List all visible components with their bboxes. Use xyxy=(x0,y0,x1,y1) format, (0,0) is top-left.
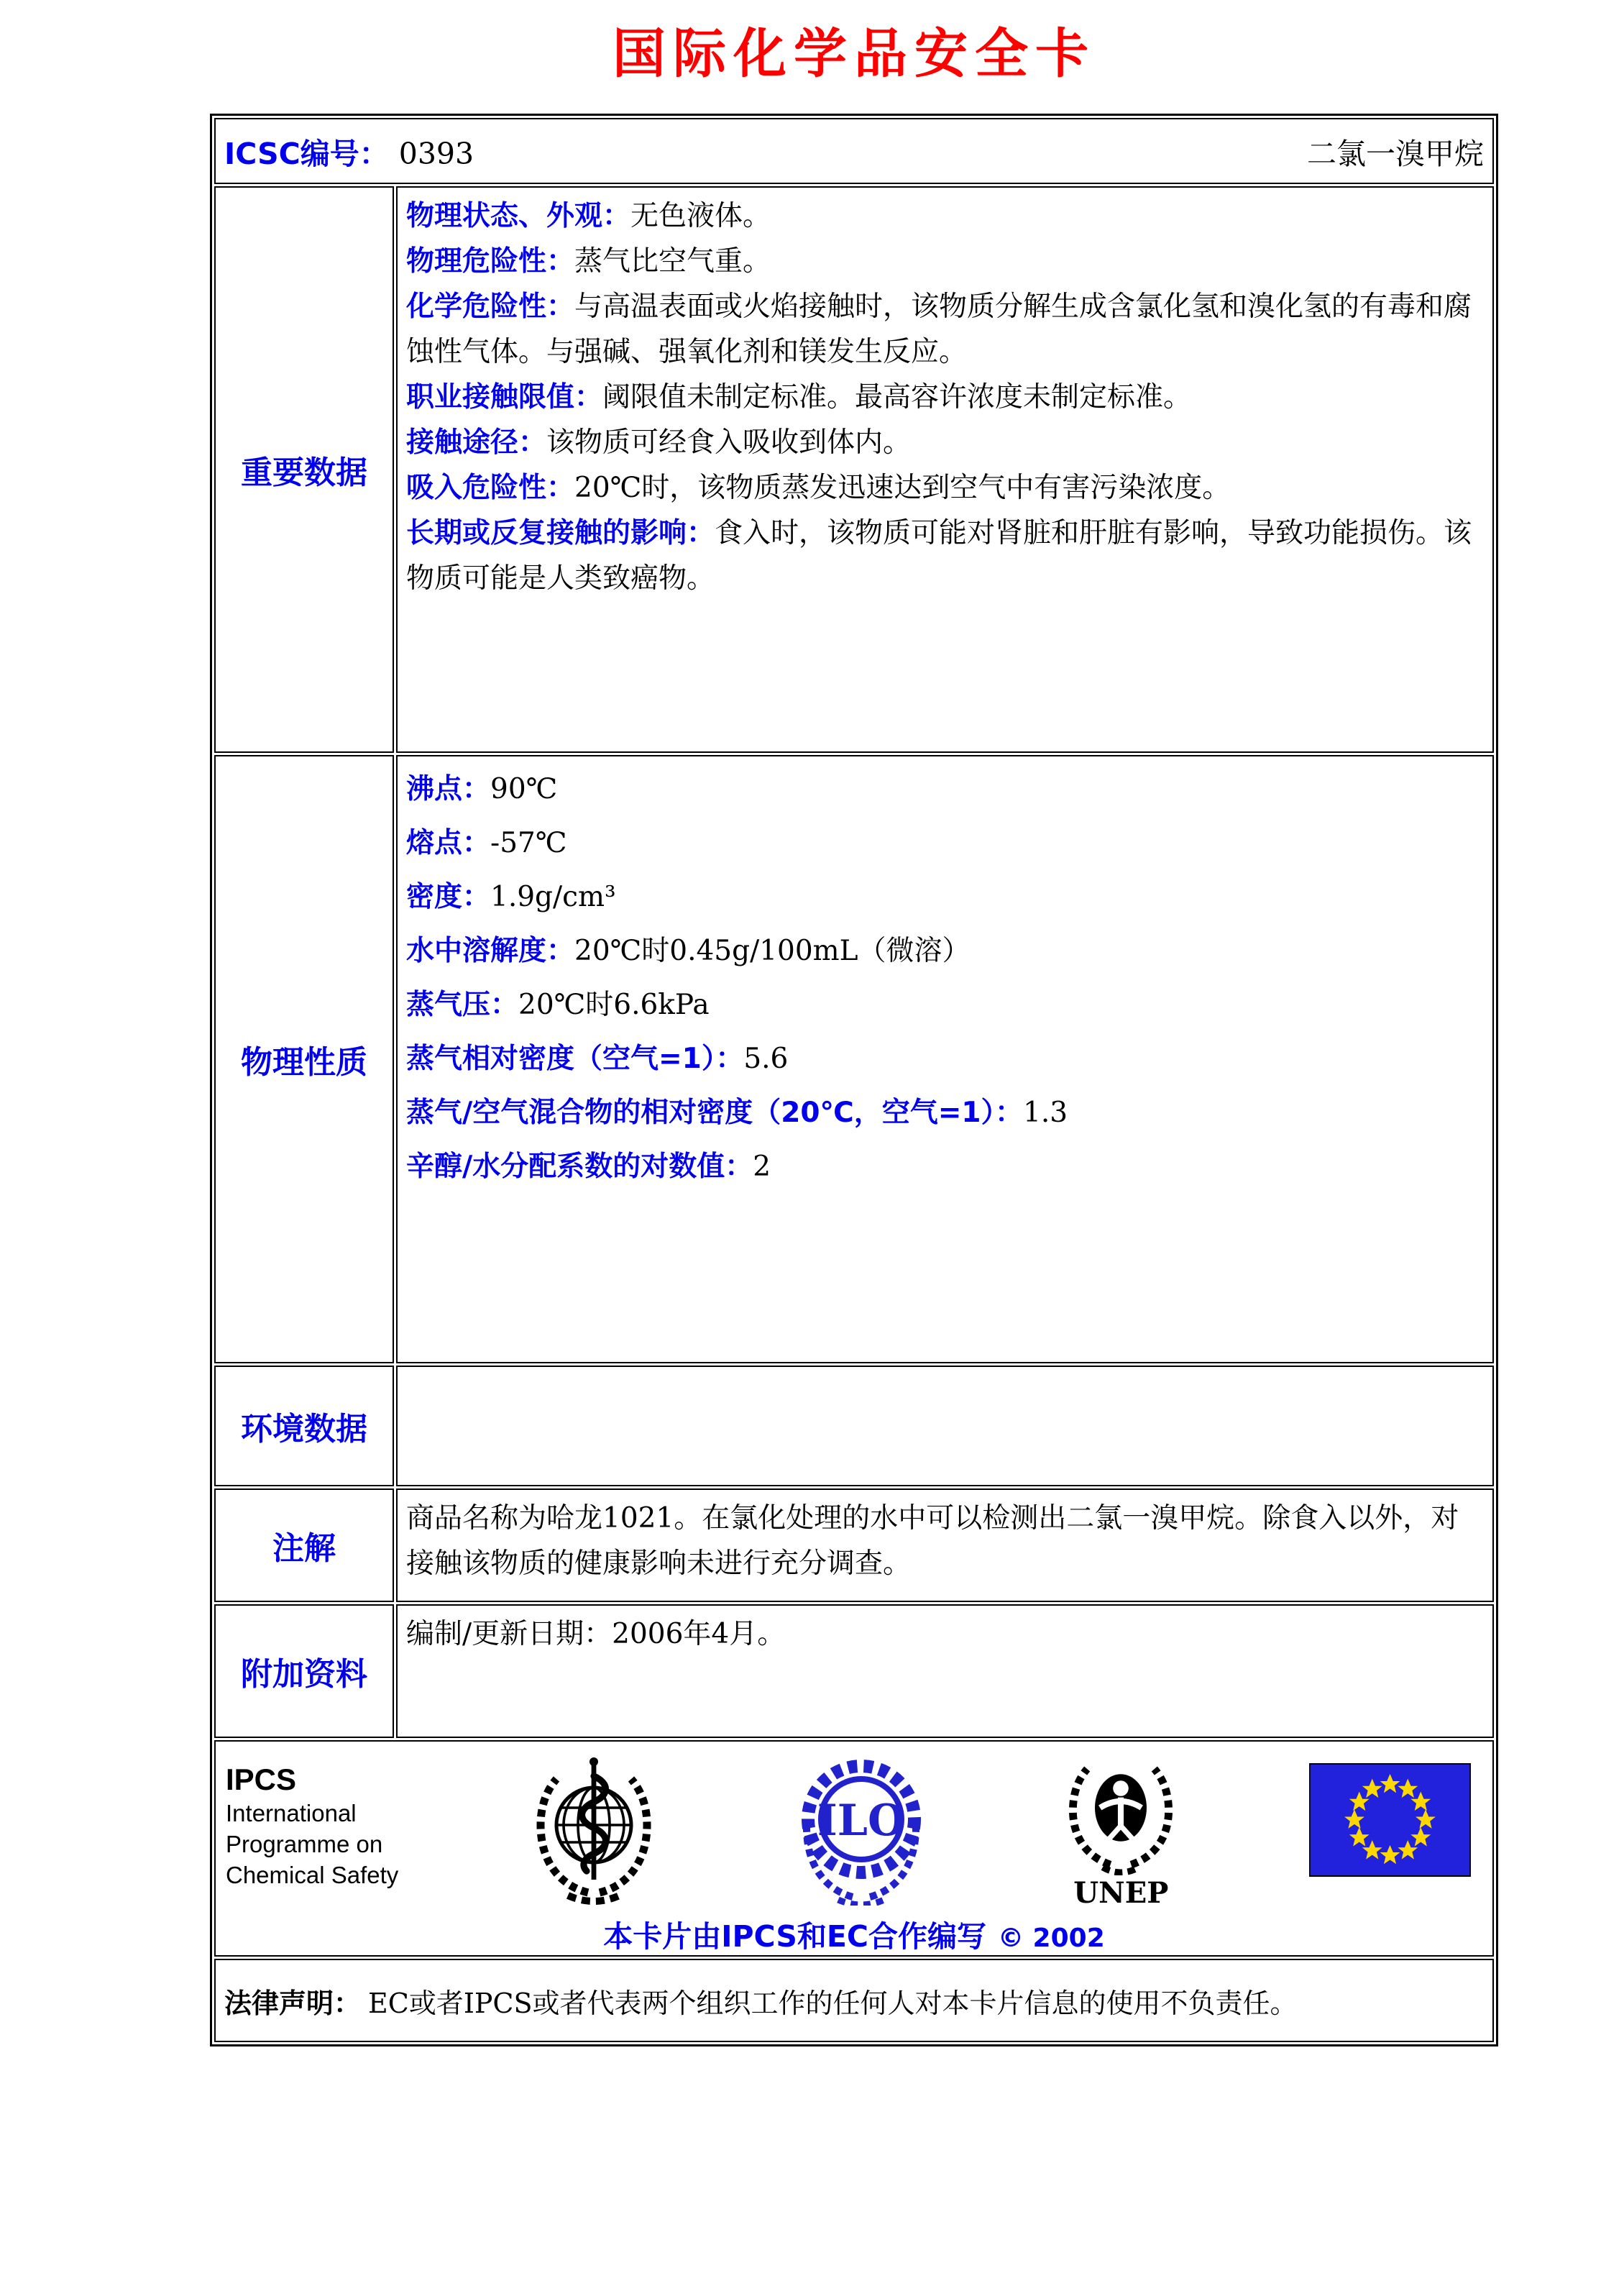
field-value: 2 xyxy=(753,1151,771,1183)
field-line xyxy=(406,1086,1484,1140)
section-label-notes: 注解 xyxy=(214,1488,394,1602)
ipcs-name-line: International xyxy=(226,1800,357,1826)
section-content-notes xyxy=(396,1488,1494,1602)
credit-text: 本卡片由IPCS和EC合作编写 xyxy=(603,1919,987,1954)
field-value: 1.9g/cm³ xyxy=(490,881,616,913)
page-title: 国际化学品安全卡 xyxy=(613,23,1096,85)
field-line xyxy=(406,1032,1484,1086)
field-line xyxy=(406,762,1484,816)
icsc-number-label: ICSC编号： xyxy=(224,136,389,171)
section-row-notes xyxy=(214,1488,1494,1602)
field-label: 物理状态、外观： xyxy=(406,200,631,232)
icsc-number-group xyxy=(224,130,474,173)
section-row-additional xyxy=(214,1604,1494,1738)
safety-card-table xyxy=(210,114,1498,2046)
ilo-logo-icon xyxy=(789,1753,933,1906)
logos-cell xyxy=(214,1740,1494,1957)
field-label: 水中溶解度： xyxy=(406,935,575,967)
field-label: 长期或反复接触的影响： xyxy=(406,517,715,549)
field-value: 20℃时6.6kPa xyxy=(518,989,710,1021)
field-label: 沸点： xyxy=(406,773,491,805)
icsc-number-value: 0393 xyxy=(398,136,474,171)
field-line xyxy=(406,1611,1484,1657)
field-value: 与高温表面或火焰接触时，该物质分解生成含氯化氢和溴化氢的有毒和腐蚀性气体。与强碱、强氧化剂和镁发生反应。 xyxy=(406,291,1472,368)
field-label: 密度： xyxy=(406,881,491,913)
field-line xyxy=(406,978,1484,1032)
field-value: 5.6 xyxy=(743,1043,789,1075)
section-label-important: 重要数据 xyxy=(214,186,394,753)
unep-logo-icon xyxy=(1056,1753,1185,1875)
section-label-additional: 附加资料 xyxy=(214,1604,394,1738)
legal-text: EC或者IPCS或者代表两个组织工作的任何人对本卡片信息的使用不负责任。 xyxy=(368,1987,1298,2019)
field-value: 20℃时，该物质蒸发迅速达到空气中有害污染浓度。 xyxy=(574,472,1231,504)
credit-line xyxy=(216,1913,1492,1955)
ipcs-text-block xyxy=(226,1753,398,1890)
field-value: 无色液体。 xyxy=(630,200,771,232)
field-value: 90℃ xyxy=(490,773,558,805)
field-line xyxy=(406,816,1484,870)
field-label: 化学危险性： xyxy=(406,291,575,323)
field-line xyxy=(406,193,1484,239)
field-line xyxy=(406,239,1484,284)
field-label: 吸入危险性： xyxy=(406,472,575,504)
copyright-text: © 2002 xyxy=(998,1924,1105,1953)
field-label: 物理危险性： xyxy=(406,245,575,278)
section-row-environment xyxy=(214,1366,1494,1486)
field-line xyxy=(406,465,1484,511)
section-content-important xyxy=(396,186,1494,753)
logos-row xyxy=(214,1740,1494,1957)
legal-row xyxy=(214,1959,1494,2042)
chemical-name: 二氯一溴甲烷 xyxy=(1307,136,1484,171)
who-logo-icon xyxy=(522,1753,666,1906)
field-label: 蒸气压： xyxy=(406,989,519,1021)
unep-logo-block xyxy=(1056,1753,1185,1911)
field-label: 职业接触限值： xyxy=(406,381,603,413)
field-value: 蒸气比空气重。 xyxy=(574,245,771,278)
field-value: 编制/更新日期：2006年4月。 xyxy=(406,1618,786,1650)
section-label-environment: 环境数据 xyxy=(214,1366,394,1486)
section-label-physical: 物理性质 xyxy=(214,755,394,1363)
header-row xyxy=(214,118,1494,184)
field-line xyxy=(406,1140,1484,1194)
ilo-logo-text: ILO xyxy=(817,1796,905,1846)
field-line xyxy=(406,375,1484,420)
legal-cell xyxy=(214,1959,1494,2042)
card-grid xyxy=(212,116,1496,2044)
field-value: 食入时，该物质可能对肾脏和肝脏有影响，导致功能损伤。该物质可能是人类致癌物。 xyxy=(406,517,1472,595)
eu-flag-icon xyxy=(1309,1763,1471,1877)
section-content-environment xyxy=(396,1366,1494,1486)
section-content-additional xyxy=(396,1604,1494,1738)
field-line xyxy=(406,924,1484,978)
ipcs-name-line: Programme on xyxy=(226,1831,383,1857)
field-label: 接触途径： xyxy=(406,426,547,459)
field-line xyxy=(406,420,1484,465)
field-line xyxy=(406,1496,1484,1586)
header-cell xyxy=(214,118,1494,184)
field-value: 商品名称为哈龙1021。在氯化处理的水中可以检测出二氯一溴甲烷。除食入以外，对接触该物质的健康影响未进行充分调查。 xyxy=(406,1502,1459,1580)
field-line xyxy=(406,284,1484,375)
field-value: 20℃时0.45g/100mL（微溶） xyxy=(574,935,971,967)
section-row-important xyxy=(214,186,1494,753)
field-value: 阈限值未制定标准。最高容许浓度未制定标准。 xyxy=(602,381,1192,413)
section-row-physical xyxy=(214,755,1494,1363)
ipcs-name-line: Chemical Safety xyxy=(226,1862,399,1888)
field-line xyxy=(406,511,1484,601)
ipcs-acronym: IPCS xyxy=(226,1762,297,1796)
field-value: -57℃ xyxy=(490,827,567,859)
legal-label: 法律声明： xyxy=(224,1987,362,2019)
field-label: 辛醇/水分配系数的对数值： xyxy=(406,1151,753,1183)
section-content-physical xyxy=(396,755,1494,1363)
field-label: 熔点： xyxy=(406,827,491,859)
unep-logo-text: UNEP xyxy=(1073,1876,1169,1910)
field-value: 1.3 xyxy=(1023,1097,1068,1129)
field-label: 蒸气相对密度（空气=1）： xyxy=(406,1043,744,1075)
field-line xyxy=(406,870,1484,924)
field-value: 该物质可经食入吸收到体内。 xyxy=(546,426,912,459)
field-label: 蒸气/空气混合物的相对密度（20℃，空气=1）： xyxy=(406,1097,1024,1129)
